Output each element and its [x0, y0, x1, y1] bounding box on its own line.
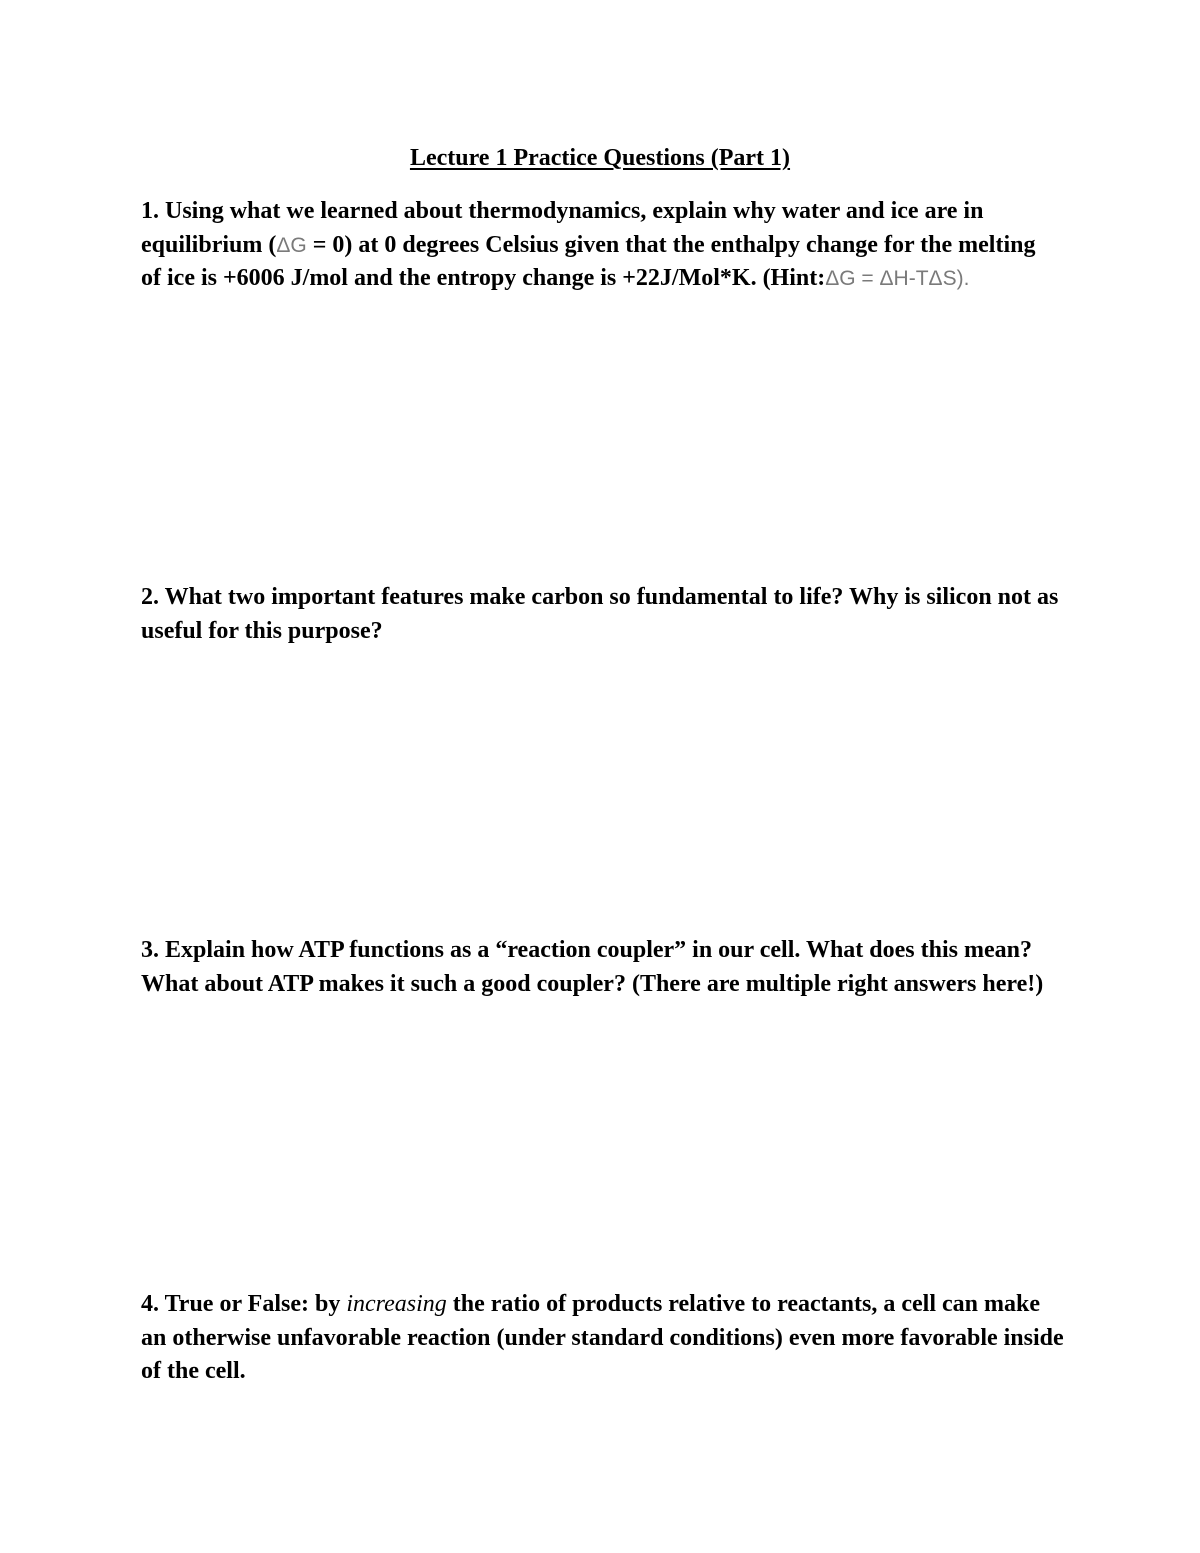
question-1	[141, 195, 1071, 296]
question-4-line-3: of the cell.	[141, 1358, 246, 1384]
question-4-line-2: an otherwise unfavorable reaction (under standard conditions) even more favorable inside	[141, 1324, 1064, 1351]
question-4	[141, 1288, 1071, 1389]
question-2-line-1: 2. What two important features make carbon so fundamental to life? Why is silicon not as	[141, 584, 1059, 610]
question-3-line-2: What about ATP makes it such a good coupler? (There are multiple right answers here!)	[141, 970, 1044, 997]
question-2-line-2: useful for this purpose?	[141, 617, 383, 644]
question-4-line-1	[141, 1288, 1071, 1322]
delta-g-symbol: ΔG	[276, 233, 307, 257]
question-1-text: equilibrium (	[141, 231, 277, 258]
question-1-text: of ice is +6006 J/mol and the entropy change is +22J/Mol*K. (Hint:	[141, 265, 826, 291]
emphasized-word: increasing	[346, 1291, 447, 1317]
question-4-text: the ratio of products relative to reactants, a cell can make	[446, 1291, 1040, 1317]
question-2	[141, 581, 1071, 648]
question-1-line-2	[141, 229, 1071, 263]
question-3-line-1: 3. Explain how ATP functions as a “reaction coupler” in our cell. What does this mean?	[141, 937, 1032, 963]
question-1-line-3	[141, 262, 1071, 296]
page-title: Lecture 1 Practice Questions (Part 1)	[409, 145, 791, 171]
question-1-line-1: 1. Using what we learned about thermodynamics, explain why water and ice are in	[141, 198, 984, 224]
question-3	[141, 934, 1071, 1001]
hint-equation: ΔG = ΔH-TΔS).	[825, 267, 970, 290]
question-1-text: = 0) at 0 degrees Celsius given that the enthalpy change for the melting	[306, 231, 1036, 258]
question-4-text: 4. True or False: by	[141, 1291, 347, 1317]
